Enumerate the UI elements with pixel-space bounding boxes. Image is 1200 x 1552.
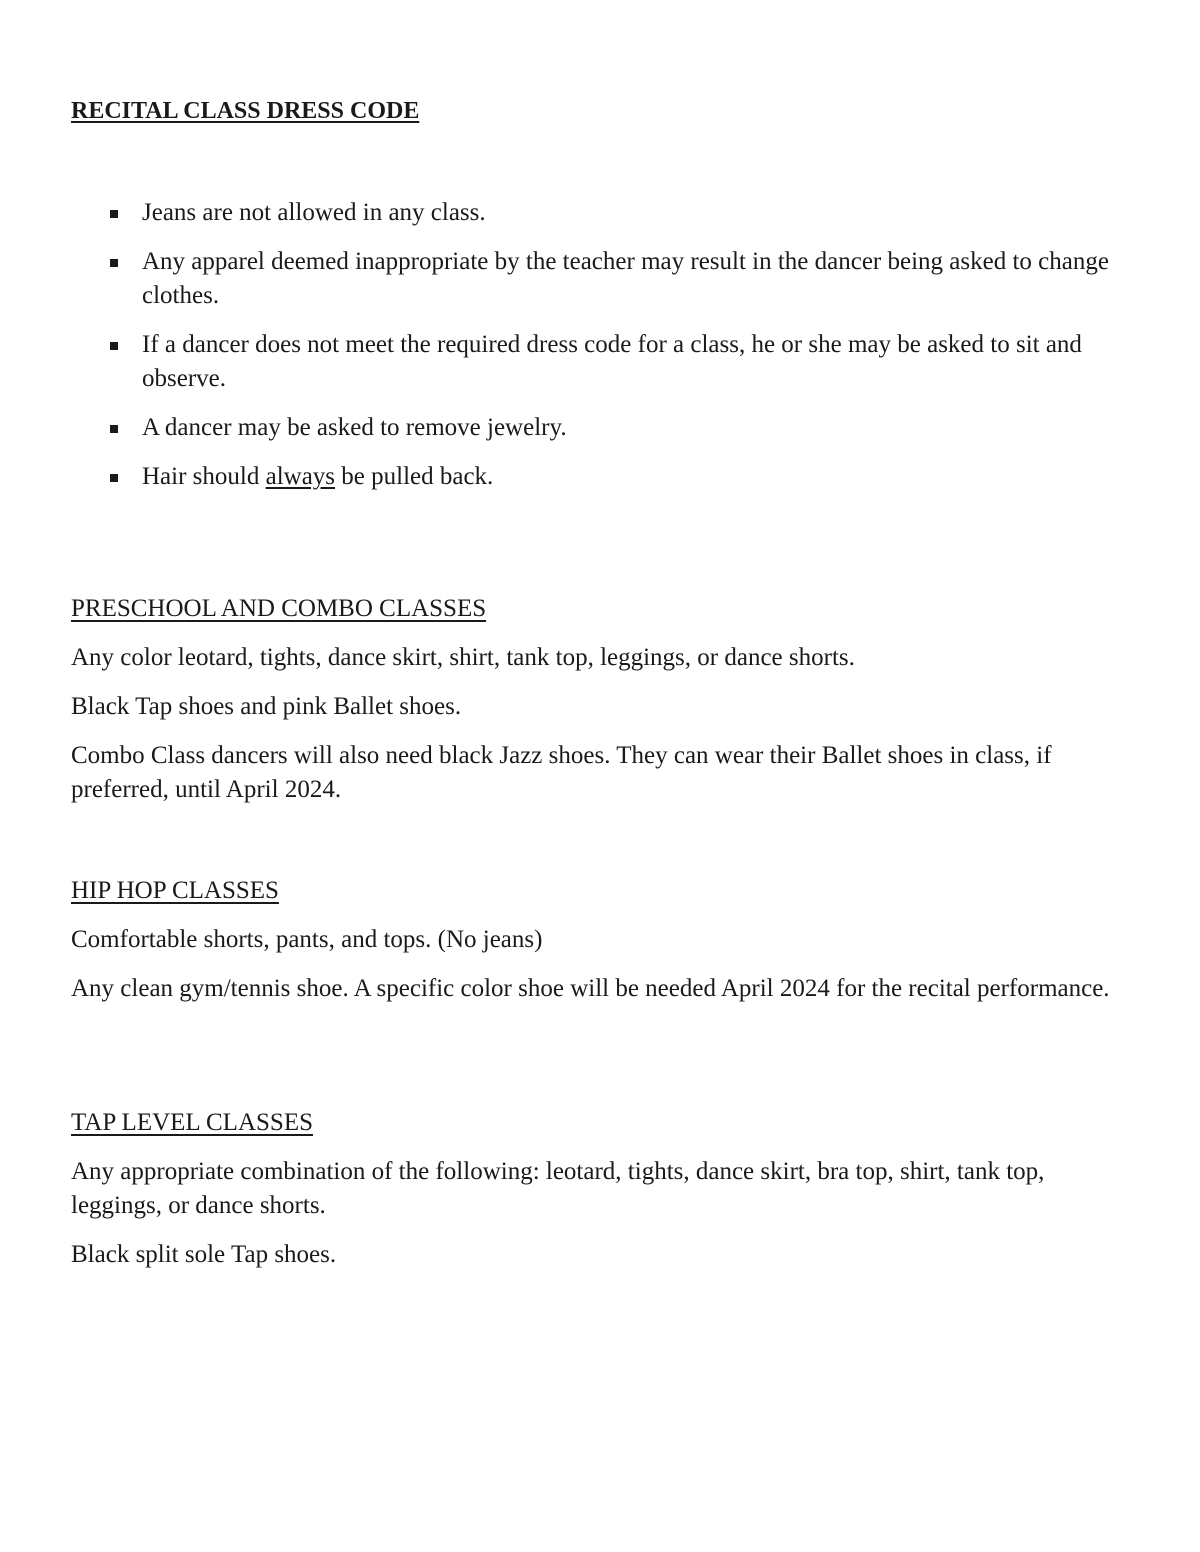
rule-emphasis: always — [265, 463, 336, 490]
square-bullet-icon — [110, 342, 118, 350]
section-hip-hop — [71, 874, 1131, 1021]
list-item — [71, 245, 1121, 313]
rule-text-start: Hair should — [142, 463, 266, 490]
rule-text: Jeans are not allowed in any class. — [142, 199, 486, 226]
section-paragraph: Any color leotard, tights, dance skirt, shirt, tank top, leggings, or dance shorts. — [71, 644, 855, 671]
list-item — [71, 196, 1121, 230]
page-title: RECITAL CLASS DRESS CODE — [71, 98, 420, 124]
square-bullet-icon — [110, 210, 118, 218]
list-item — [71, 328, 1121, 396]
rule-text: A dancer may be asked to remove jewelry. — [142, 414, 567, 441]
rule-text: Any apparel deemed inappropriate by the teacher may result in the dancer being asked to change clothes. — [142, 248, 1109, 309]
section-paragraph: Any clean gym/tennis shoe. A specific color shoe will be needed April 2024 for the recital performance. — [71, 975, 1110, 1002]
list-item — [71, 460, 1121, 494]
section-paragraph: Black split sole Tap shoes. — [71, 1241, 337, 1268]
section-heading: TAP LEVEL CLASSES — [71, 1109, 313, 1136]
section-preschool-combo — [71, 592, 1131, 822]
section-heading: HIP HOP CLASSES — [71, 877, 279, 904]
square-bullet-icon — [110, 474, 118, 482]
rule-text-end: be pulled back. — [335, 463, 494, 490]
square-bullet-icon — [110, 425, 118, 433]
list-item — [71, 411, 1121, 445]
rule-text — [142, 463, 493, 490]
section-tap-level — [71, 1106, 1131, 1287]
section-paragraph: Combo Class dancers will also need black Jazz shoes. They can wear their Ballet shoes in class, if preferred, until April 2024. — [71, 742, 1052, 803]
section-paragraph: Any appropriate combination of the following: leotard, tights, dance skirt, bra top, shirt, tank top, leggings, or dance shorts. — [71, 1158, 1045, 1219]
section-heading: PRESCHOOL AND COMBO CLASSES — [71, 595, 487, 622]
section-paragraph: Black Tap shoes and pink Ballet shoes. — [71, 693, 462, 720]
section-paragraph: Comfortable shorts, pants, and tops. (No jeans) — [71, 926, 543, 953]
general-rules-list — [71, 196, 1121, 509]
square-bullet-icon — [110, 259, 118, 267]
rule-text: If a dancer does not meet the required dress code for a class, he or she may be asked to sit and observe. — [142, 331, 1082, 392]
